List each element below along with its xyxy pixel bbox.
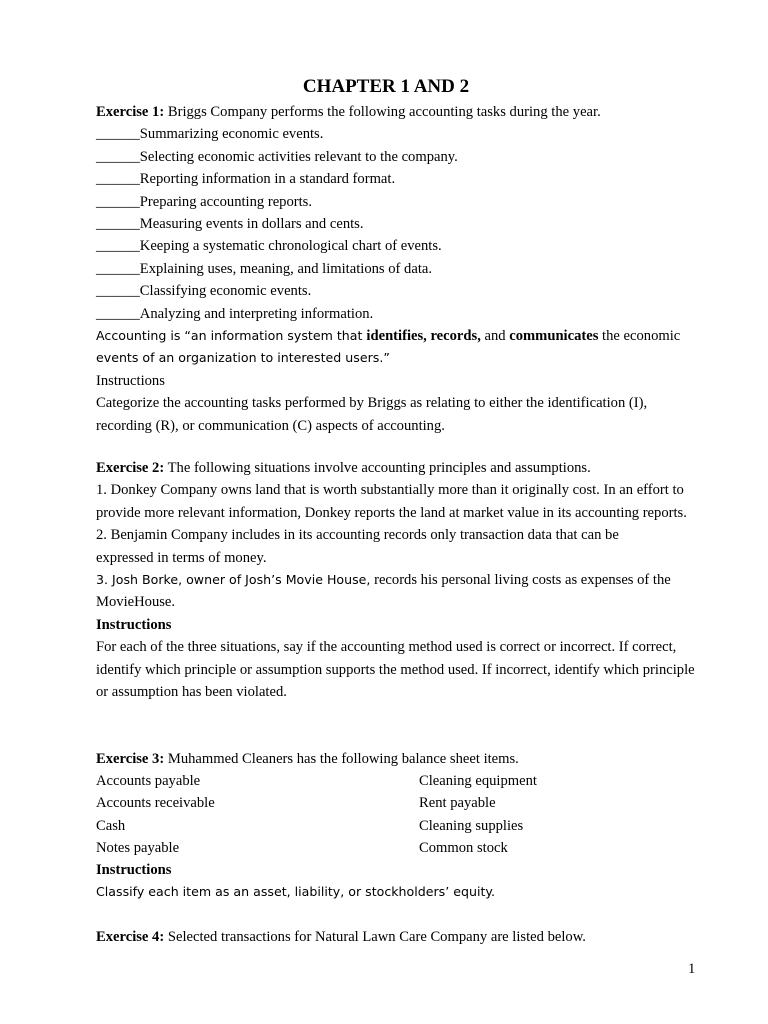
definition-bold-text: communicates xyxy=(509,328,599,345)
task-text: Analyzing and interpreting information. xyxy=(139,305,374,322)
exercise-1 xyxy=(96,101,696,437)
definition-text: the economic xyxy=(598,328,681,345)
task-text: Measuring events in dollars and cents. xyxy=(139,216,364,233)
exercise-4 xyxy=(96,926,696,948)
balance-sheet-item: Rent payable xyxy=(419,795,496,812)
answer-blank: ______ xyxy=(96,260,140,277)
balance-sheet-item: Accounts payable xyxy=(96,773,201,789)
exercise-2-label: Exercise 2: xyxy=(96,460,165,476)
task-text: Keeping a systematic chronological chart of events. xyxy=(139,238,442,255)
exercise-3 xyxy=(96,748,696,770)
exercise-3-instructions-block xyxy=(96,859,696,904)
balance-sheet-item: Cleaning equipment xyxy=(419,773,537,789)
task-item xyxy=(96,235,696,257)
exercise-4-heading xyxy=(96,926,696,948)
exercise-1-task-list xyxy=(96,123,696,325)
exercise-4-intro: Selected transactions for Natural Lawn Care Company are listed below. xyxy=(164,929,586,945)
balance-sheet-item: Cleaning supplies xyxy=(419,817,524,834)
balance-sheet-row xyxy=(96,815,696,837)
balance-sheet-items xyxy=(96,770,696,860)
exercise-1-label: Exercise 1: xyxy=(96,104,165,120)
page-number: 1 xyxy=(688,961,696,977)
definition-bold-text: identifies, records, xyxy=(366,328,481,345)
task-text: Reporting information in a standard format. xyxy=(139,171,396,188)
exercise-1-intro: Briggs Company performs the following accounting tasks during the year. xyxy=(164,104,601,120)
exercise-1-heading xyxy=(96,101,696,123)
task-item xyxy=(96,123,696,145)
task-item xyxy=(96,303,696,325)
exercise-2-instructions: For each of the three situations, say if the accounting method used is correct or incorrect. If correct, identify which principle or assumption supports the method used. If incorrect, identify which principle or assumption has been violated. xyxy=(96,639,695,701)
task-item xyxy=(96,258,696,280)
balance-sheet-row xyxy=(96,792,696,814)
exercise-2-heading xyxy=(96,457,696,479)
exercise-1-instructions-label: Instructions xyxy=(96,372,165,389)
page-title: CHAPTER 1 AND 2 xyxy=(302,76,470,97)
exercise-3-instructions: Classify each item as an asset, liability, or stockholders’ equity. xyxy=(96,884,496,900)
exercise-3-label: Exercise 3: xyxy=(96,751,165,767)
task-item xyxy=(96,213,696,235)
exercise-1-instructions: Categorize the accounting tasks performed by Briggs as relating to either the identification (I), recording (R), or communication (C) aspects of accounting. xyxy=(96,395,648,434)
balance-sheet-item: Common stock xyxy=(419,840,508,857)
exercise-2 xyxy=(96,457,696,703)
answer-blank: ______ xyxy=(96,126,140,143)
balance-sheet-item: Accounts receivable xyxy=(96,795,215,812)
answer-blank: ______ xyxy=(96,193,140,210)
answer-blank: ______ xyxy=(96,216,140,233)
balance-sheet-item: Cash xyxy=(96,817,126,834)
task-item xyxy=(96,168,696,190)
answer-blank: ______ xyxy=(96,283,140,300)
definition-text: and xyxy=(480,328,510,345)
situation-3-text: records his personal living costs as expenses of the MovieHouse. xyxy=(96,572,671,611)
definition-text: Accounting is “an information system that xyxy=(96,328,367,344)
answer-blank: ______ xyxy=(96,171,140,188)
balance-sheet-row xyxy=(96,837,696,859)
task-text: Selecting economic activities relevant to the company. xyxy=(139,148,458,165)
task-item xyxy=(96,280,696,302)
exercise-3-heading xyxy=(96,748,696,770)
balance-sheet-row xyxy=(96,770,696,792)
exercise-2-instructions-label: Instructions xyxy=(96,616,172,633)
exercise-3-intro: Muhammed Cleaners has the following balance sheet items. xyxy=(164,751,519,767)
task-text: Preparing accounting reports. xyxy=(139,193,313,210)
task-text: Summarizing economic events. xyxy=(139,126,324,143)
task-item xyxy=(96,191,696,213)
situation-2: 2. Benjamin Company includes in its accounting records only transaction data that can be expressed in terms of money. xyxy=(96,527,619,566)
exercise-4-label: Exercise 4: xyxy=(96,929,165,945)
answer-blank: ______ xyxy=(96,238,140,255)
exercise-2-intro: The following situations involve accounting principles and assumptions. xyxy=(164,460,591,476)
accounting-definition-line-2: events of an organization to interested users.” xyxy=(96,350,390,366)
answer-blank: ______ xyxy=(96,148,140,165)
balance-sheet-item: Notes payable xyxy=(96,840,180,857)
situation-3 xyxy=(96,569,696,614)
answer-blank: ______ xyxy=(96,305,140,322)
task-text: Classifying economic events. xyxy=(139,283,312,300)
exercise-3-instructions-label: Instructions xyxy=(96,862,172,878)
task-item xyxy=(96,146,696,168)
situation-1: 1. Donkey Company owns land that is worth substantially more than it originally cost. In an effort to provide more relevant information, Donkey reports the land at market value in its accounting reports. xyxy=(96,482,687,521)
task-text: Explaining uses, meaning, and limitations of data. xyxy=(139,260,433,277)
accounting-definition-line-1 xyxy=(96,325,696,347)
situation-3-lead: 3. Josh Borke, owner of Josh’s Movie House, xyxy=(96,572,371,588)
